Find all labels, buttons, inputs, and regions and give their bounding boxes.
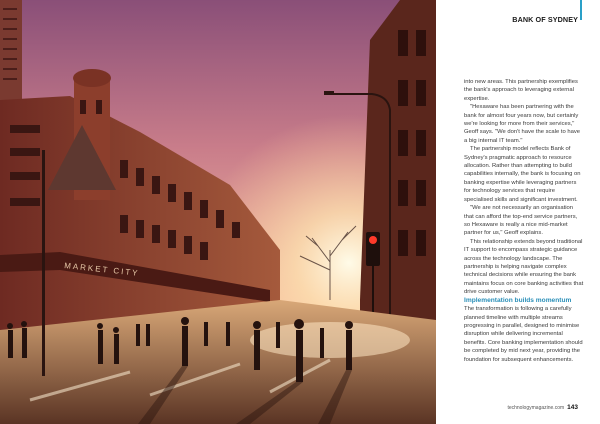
section-subheading: Implementation builds momentum bbox=[464, 296, 572, 304]
paragraph: The partnership model reflects Bank of Sydney's pragmatic approach to resource allocation. Rather than attempting to build capabilities internally, the bank is focusing on banking expertise while leveraging partners for technology services that require specialised skills and significant investment. bbox=[464, 146, 581, 203]
article-body bbox=[464, 78, 584, 364]
paragraph: "Hexaware has been partnering with the bank for almost four years now, but certainly we're looking for more from their services," Geoff says. "We don't have the scale to have a big internal IT team." bbox=[464, 104, 581, 144]
paragraph: into new areas. This partnership exemplifies the bank's approach to leveraging external expertise. bbox=[464, 79, 578, 102]
paragraph: This relationship extends beyond traditional IT support to encompass strategic guidance across the technology landscape. The partnership is helping navigate complex technical decisions while ensuring the bank maintains focus on core banking activities that drive customer value. bbox=[464, 238, 584, 296]
footer-site-link[interactable]: technologymagazine.com bbox=[507, 405, 565, 411]
market-city-sign: MARKET CITY bbox=[63, 261, 140, 278]
paragraph: The transformation is following a carefully planned timeline with multiple streams progressing in parallel, designed to minimise disruption while delivering incremental benefits. Core banking implementation should be completed by mid next year, providing the foundation for subsequent enhancements. bbox=[464, 306, 583, 363]
paragraph: "We are not necessarily an organisation that can afford the top-end service partners, so Hexaware is really a nice mid-market partner for us," Geoff explains. bbox=[464, 205, 578, 237]
running-head: BANK OF SYDNEY bbox=[512, 15, 578, 24]
page-number: 143 bbox=[567, 404, 578, 411]
page-footer bbox=[507, 404, 578, 411]
accent-rule bbox=[580, 0, 582, 20]
article-page bbox=[436, 0, 600, 424]
